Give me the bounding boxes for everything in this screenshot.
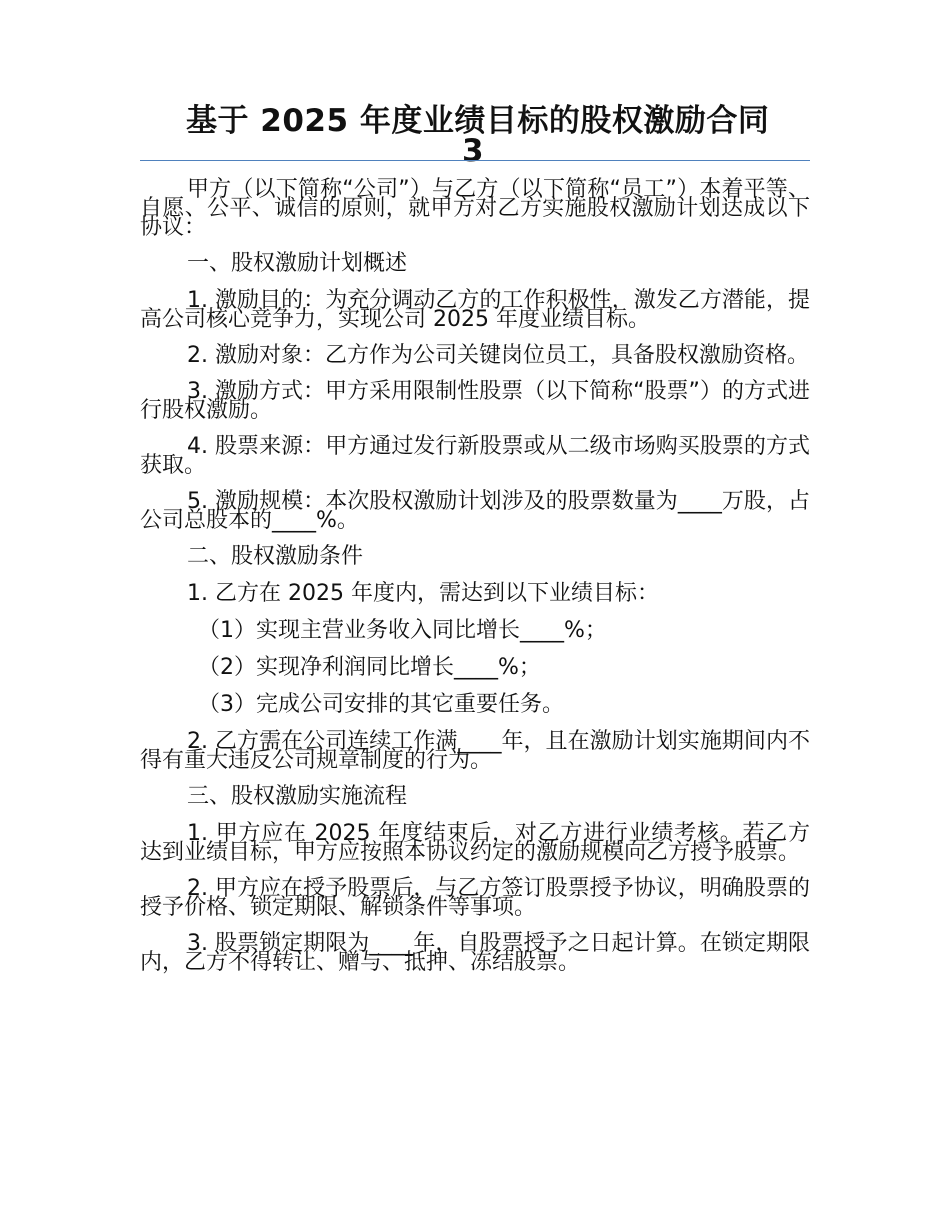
clause-1-5: 5. 激励规模：本次股权激励计划涉及的股票数量为____万股，占公司总股本的____%。 xyxy=(140,489,810,533)
title-divider xyxy=(140,160,810,161)
document-title xyxy=(186,103,814,169)
clause-3-2: 2. 甲方应在授予股票后，与乙方签订股票授予协议，明确股票的授予价格、锁定期限、解锁条件等事项。 xyxy=(140,876,810,920)
document-title-line-2: 3 xyxy=(462,133,485,169)
target-item-3: （3）完成公司安排的其它重要任务。 xyxy=(198,692,564,717)
document-body xyxy=(140,177,810,989)
section-heading-2: 二、股权激励条件 xyxy=(187,544,364,569)
clause-2-2: 2. 乙方需在公司连续工作满____年，且在激励计划实施期间内不得有重大违反公司规章制度的行为。 xyxy=(140,729,810,773)
intro-paragraph: 甲方（以下简称“公司”）与乙方（以下简称“员工”）本着平等、自愿、公平、诚信的原则，就甲方对乙方实施股权激励计划达成以下协议： xyxy=(140,177,810,240)
clause-1-1: 1. 激励目的：为充分调动乙方的工作积极性，激发乙方潜能，提高公司核心竞争力，实现公司 2025 年度业绩目标。 xyxy=(140,288,810,332)
target-item-1: （1）实现主营业务收入同比增长____%； xyxy=(198,618,607,643)
section-heading-3: 三、股权激励实施流程 xyxy=(187,784,408,809)
clause-1-3: 3. 激励方式：甲方采用限制性股票（以下简称“股票”）的方式进行股权激励。 xyxy=(140,379,810,423)
clause-3-1: 1. 甲方应在 2025 年度结束后，对乙方进行业绩考核。若乙方达到业绩目标，甲方应按照本协议约定的激励规模向乙方授予股票。 xyxy=(140,821,810,865)
clause-3-3: 3. 股票锁定期限为____年，自股票授予之日起计算。在锁定期限内，乙方不得转让、赠与、抵押、冻结股票。 xyxy=(140,931,810,975)
document-title-line-1: 基于 2025 年度业绩目标的股权激励合同 xyxy=(186,103,770,139)
target-item-2: （2）实现净利润同比增长____%； xyxy=(198,655,541,680)
clause-2-1: 1. 乙方在 2025 年度内，需达到以下业绩目标： xyxy=(187,581,659,606)
section-heading-1: 一、股权激励计划概述 xyxy=(187,251,408,276)
clause-1-2: 2. 激励对象：乙方作为公司关键岗位员工，具备股权激励资格。 xyxy=(187,343,809,368)
clause-1-4: 4. 股票来源：甲方通过发行新股票或从二级市场购买股票的方式获取。 xyxy=(140,434,810,478)
